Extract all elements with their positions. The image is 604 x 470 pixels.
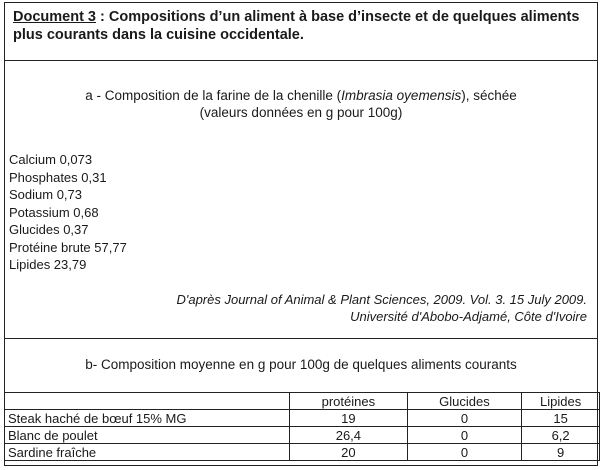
document-label: Document 3 (13, 9, 96, 25)
section-b-title: b- Composition moyenne en g pour 100g de quelques aliments courants (85, 357, 517, 372)
nutrient-item: Lipides 23,79 (9, 257, 87, 272)
source-citation (176, 291, 587, 325)
source-line-1: D'après Journal of Animal & Plant Sciences, 2009. Vol. 3. 15 July 2009. (176, 292, 587, 307)
table-row (5, 410, 600, 427)
food-composition-table (4, 392, 600, 461)
column-header-lipids: Lipides (522, 393, 600, 410)
section-a-title (5, 87, 597, 104)
lipids-cell: 6,2 (522, 427, 600, 444)
column-header-proteins: protéines (290, 393, 408, 410)
nutrient-item: Sodium 0,73 (9, 187, 82, 202)
nutrient-item: Potassium 0,68 (9, 204, 99, 220)
nutrient-list (9, 151, 127, 274)
protein-cell: 26,4 (290, 427, 408, 444)
document-frame (4, 2, 598, 466)
food-name-cell: Sardine fraîche (5, 444, 290, 461)
section-a (5, 61, 597, 339)
column-header-carbs: Glucides (407, 393, 522, 410)
lipids-cell: 15 (522, 410, 600, 427)
carbs-cell: 0 (407, 427, 522, 444)
nutrient-item: Glucides 0,37 (9, 222, 89, 237)
source-line-2: Université d'Abobo-Adjamé, Côte d'Ivoire (350, 309, 587, 324)
protein-cell: 20 (290, 444, 408, 461)
document-title: : Compositions d’un aliment à base d’insecte et de quelques aliments plus courants dans la cuisine occidentale. (13, 9, 580, 43)
section-a-title-prefix: a - Composition de la farine de la chenille ( (85, 88, 342, 103)
table-header-row (5, 393, 600, 410)
protein-cell: 19 (290, 410, 408, 427)
section-a-title-suffix: ), séchée (461, 88, 517, 103)
carbs-cell: 0 (407, 410, 522, 427)
food-name-cell: Steak haché de bœuf 15% MG (5, 410, 290, 427)
document-header (5, 3, 597, 61)
table-row (5, 427, 600, 444)
nutrient-item: Protéine brute 57,77 (9, 239, 127, 255)
species-name: Imbrasia oyemensis (341, 88, 462, 103)
food-name-cell: Blanc de poulet (5, 427, 290, 444)
carbs-cell: 0 (407, 444, 522, 461)
table-row (5, 444, 600, 461)
column-header-food (5, 393, 290, 410)
section-a-heading (5, 87, 597, 121)
nutrient-item: Phosphates 0,31 (9, 169, 107, 185)
lipids-cell: 9 (522, 444, 600, 461)
nutrient-item: Calcium 0,073 (9, 152, 93, 167)
section-a-subtitle: (valeurs données en g pour 100g) (199, 105, 403, 120)
